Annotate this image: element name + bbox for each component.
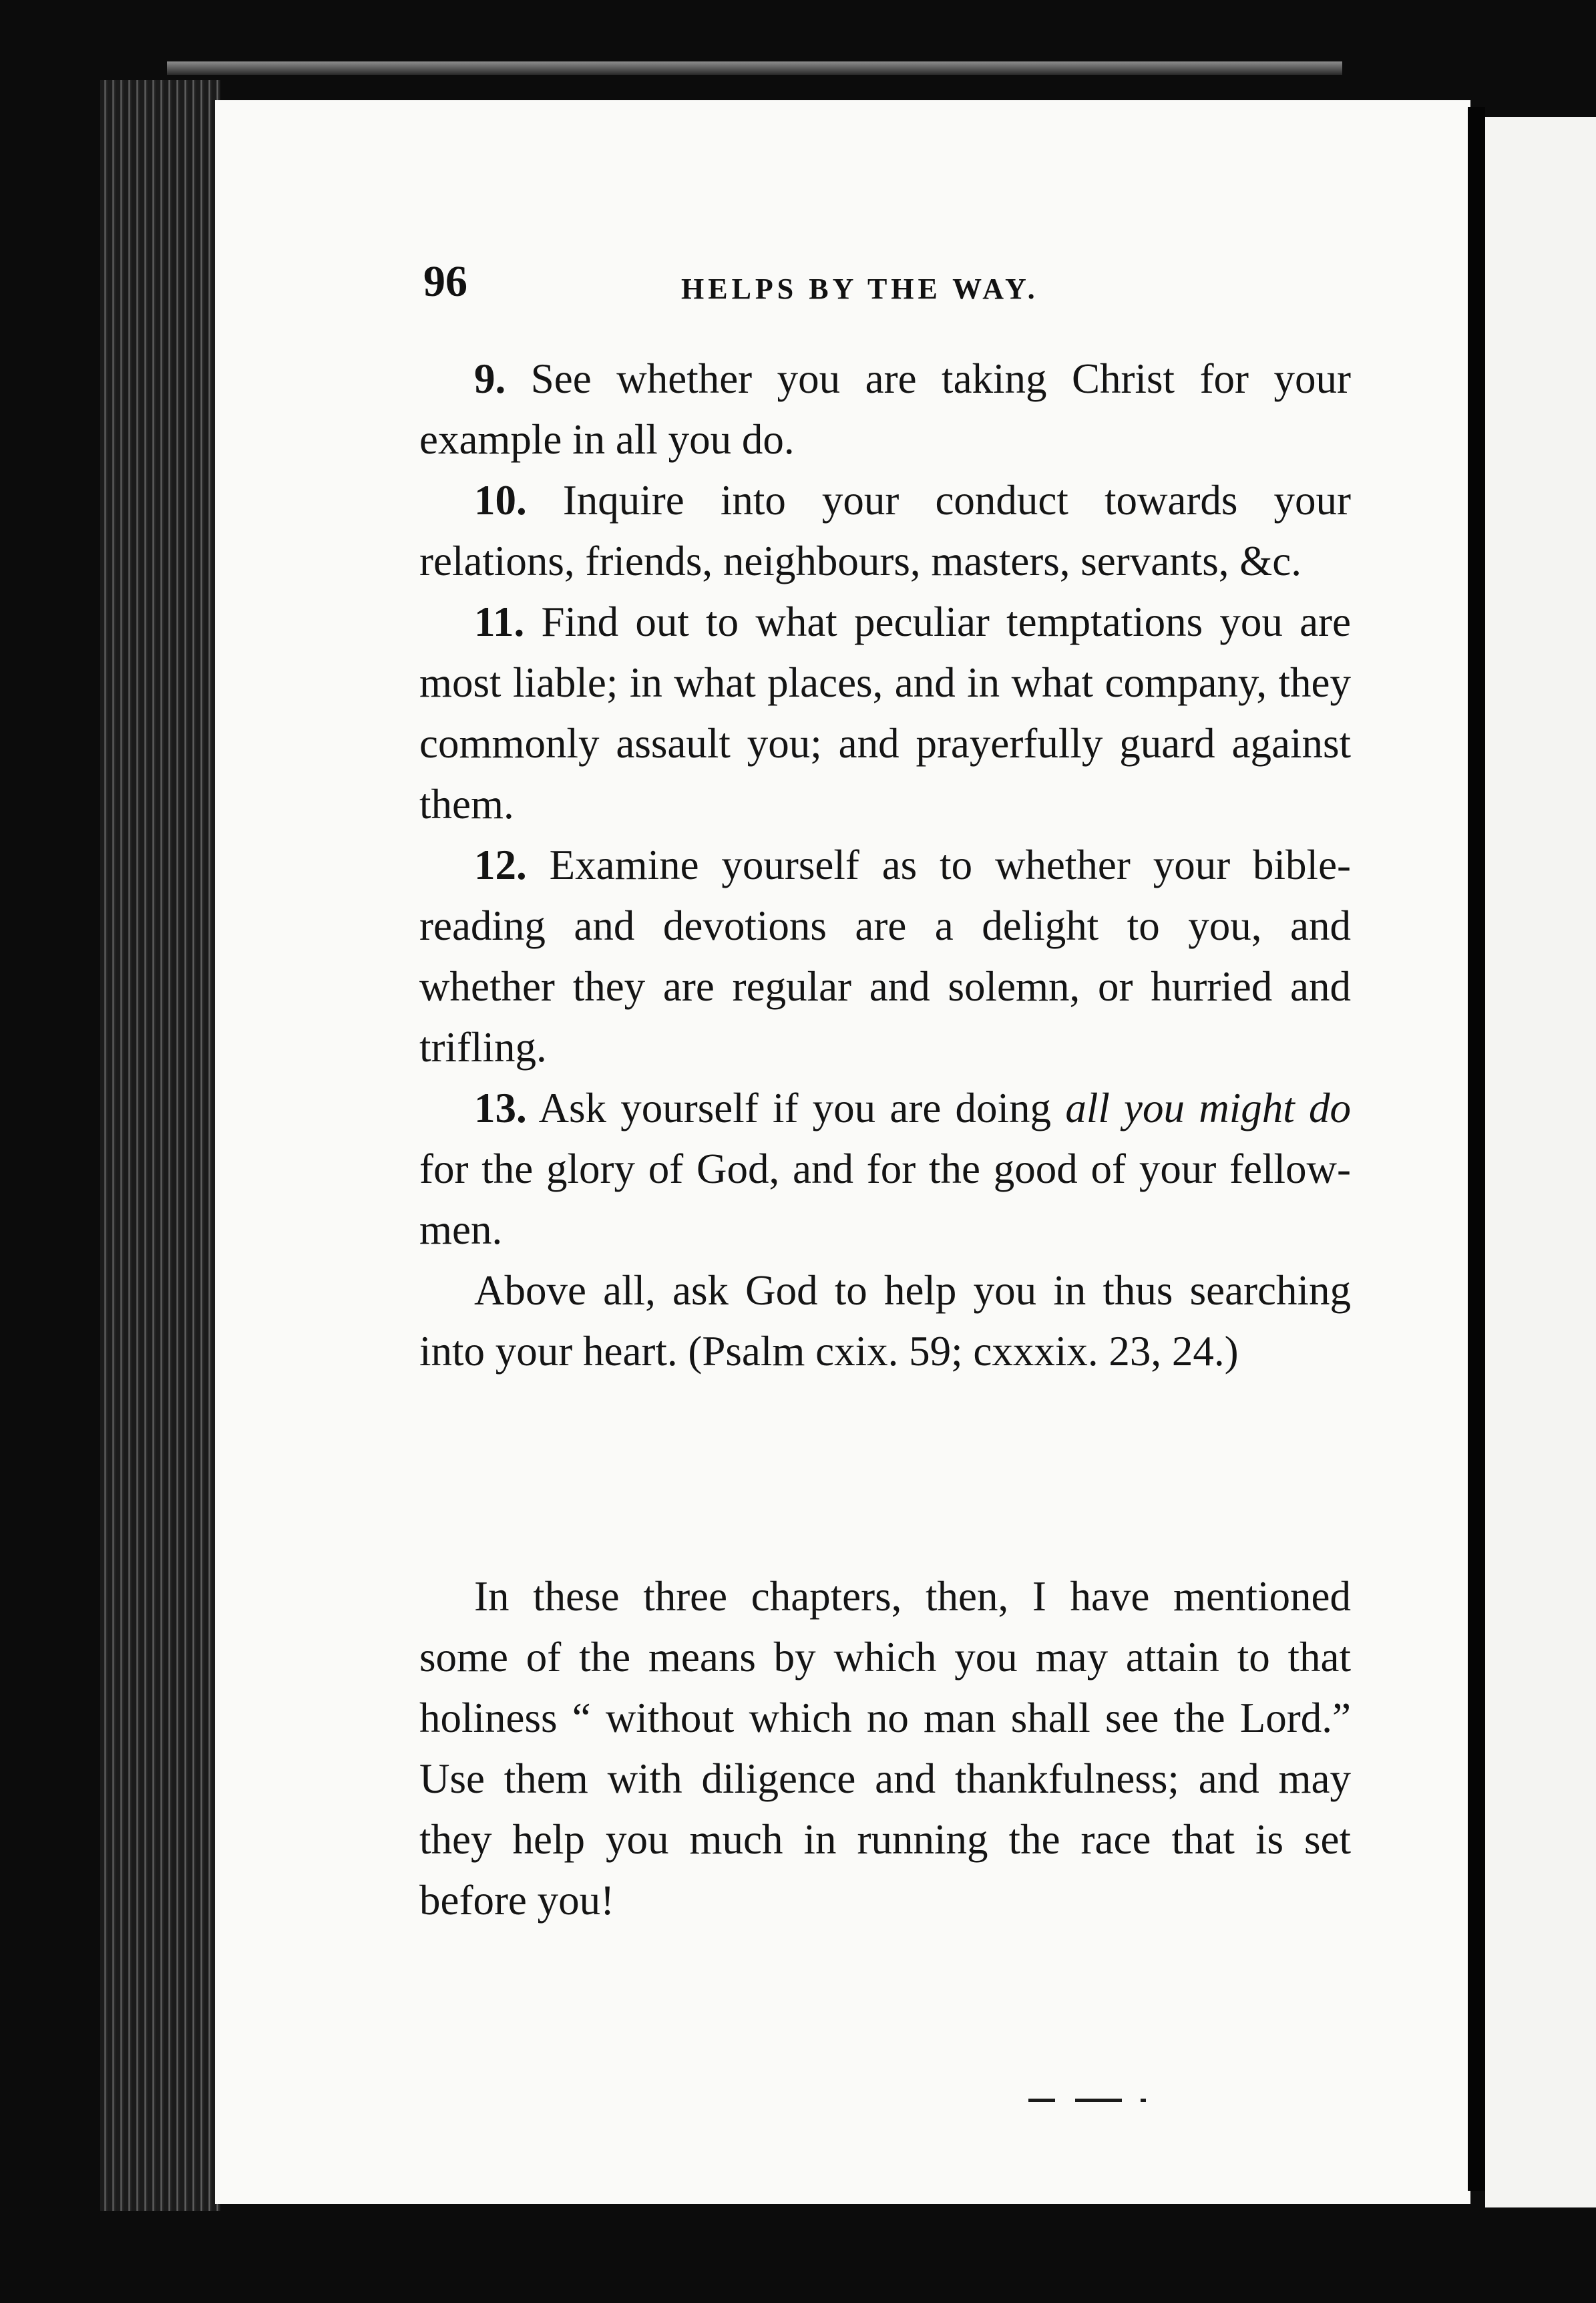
facing-page-edge bbox=[1485, 117, 1596, 2207]
running-head-title: HELPS BY THE WAY. bbox=[681, 273, 1039, 305]
list-item-9 bbox=[419, 349, 1351, 470]
list-item-11 bbox=[419, 592, 1351, 835]
list-item-13 bbox=[419, 1078, 1351, 1260]
top-page-edge bbox=[167, 61, 1342, 75]
item-number: 13. bbox=[474, 1085, 527, 1131]
gutter-shadow bbox=[1468, 107, 1485, 2191]
end-rule bbox=[1028, 2096, 1189, 2104]
page-number: 96 bbox=[423, 257, 467, 306]
closing-paragraph: In these three chapters, then, I have mentioned some of the means by which you may attain to that holiness “ without which no man shall see the Lord.” Use them with diligence and thankfulness; and may they help you much in running the race that is set before you! bbox=[419, 1573, 1351, 1924]
main-text bbox=[419, 349, 1351, 1382]
item-number: 12. bbox=[474, 842, 527, 888]
item-text: Inquire into your conduct towards your relations, friends, neighbours, masters, servants, &c. bbox=[419, 477, 1351, 584]
summary-paragraph: Above all, ask God to help you in thus searching into your heart. (Psalm cxix. 59; cxxxix. 23, 24.) bbox=[419, 1267, 1351, 1375]
item-number: 9. bbox=[474, 355, 506, 402]
item-text: Find out to what peculiar temptations you are most liable; in what places, and in what company, they commonly assault you; and prayerfully guard against them. bbox=[419, 598, 1352, 828]
item-number: 10. bbox=[474, 477, 527, 524]
item-text: Ask yourself if you are doing bbox=[538, 1085, 1052, 1131]
item-text-italic: all you might do bbox=[1065, 1085, 1351, 1131]
list-item-12 bbox=[419, 835, 1351, 1078]
item-text: for the glory of God, and for the good of your fellow-men. bbox=[419, 1145, 1351, 1253]
item-text: Examine yourself as to whether your bible-reading and devotions are a delight to you, and whether they are regular and solemn, or hurried and trifling. bbox=[419, 842, 1352, 1071]
page-edges bbox=[100, 80, 220, 2211]
closing-text bbox=[419, 1566, 1351, 1931]
item-number: 11. bbox=[474, 598, 525, 645]
list-item-10 bbox=[419, 470, 1351, 592]
item-text: See whether you are taking Christ for your example in all you do. bbox=[419, 355, 1352, 463]
